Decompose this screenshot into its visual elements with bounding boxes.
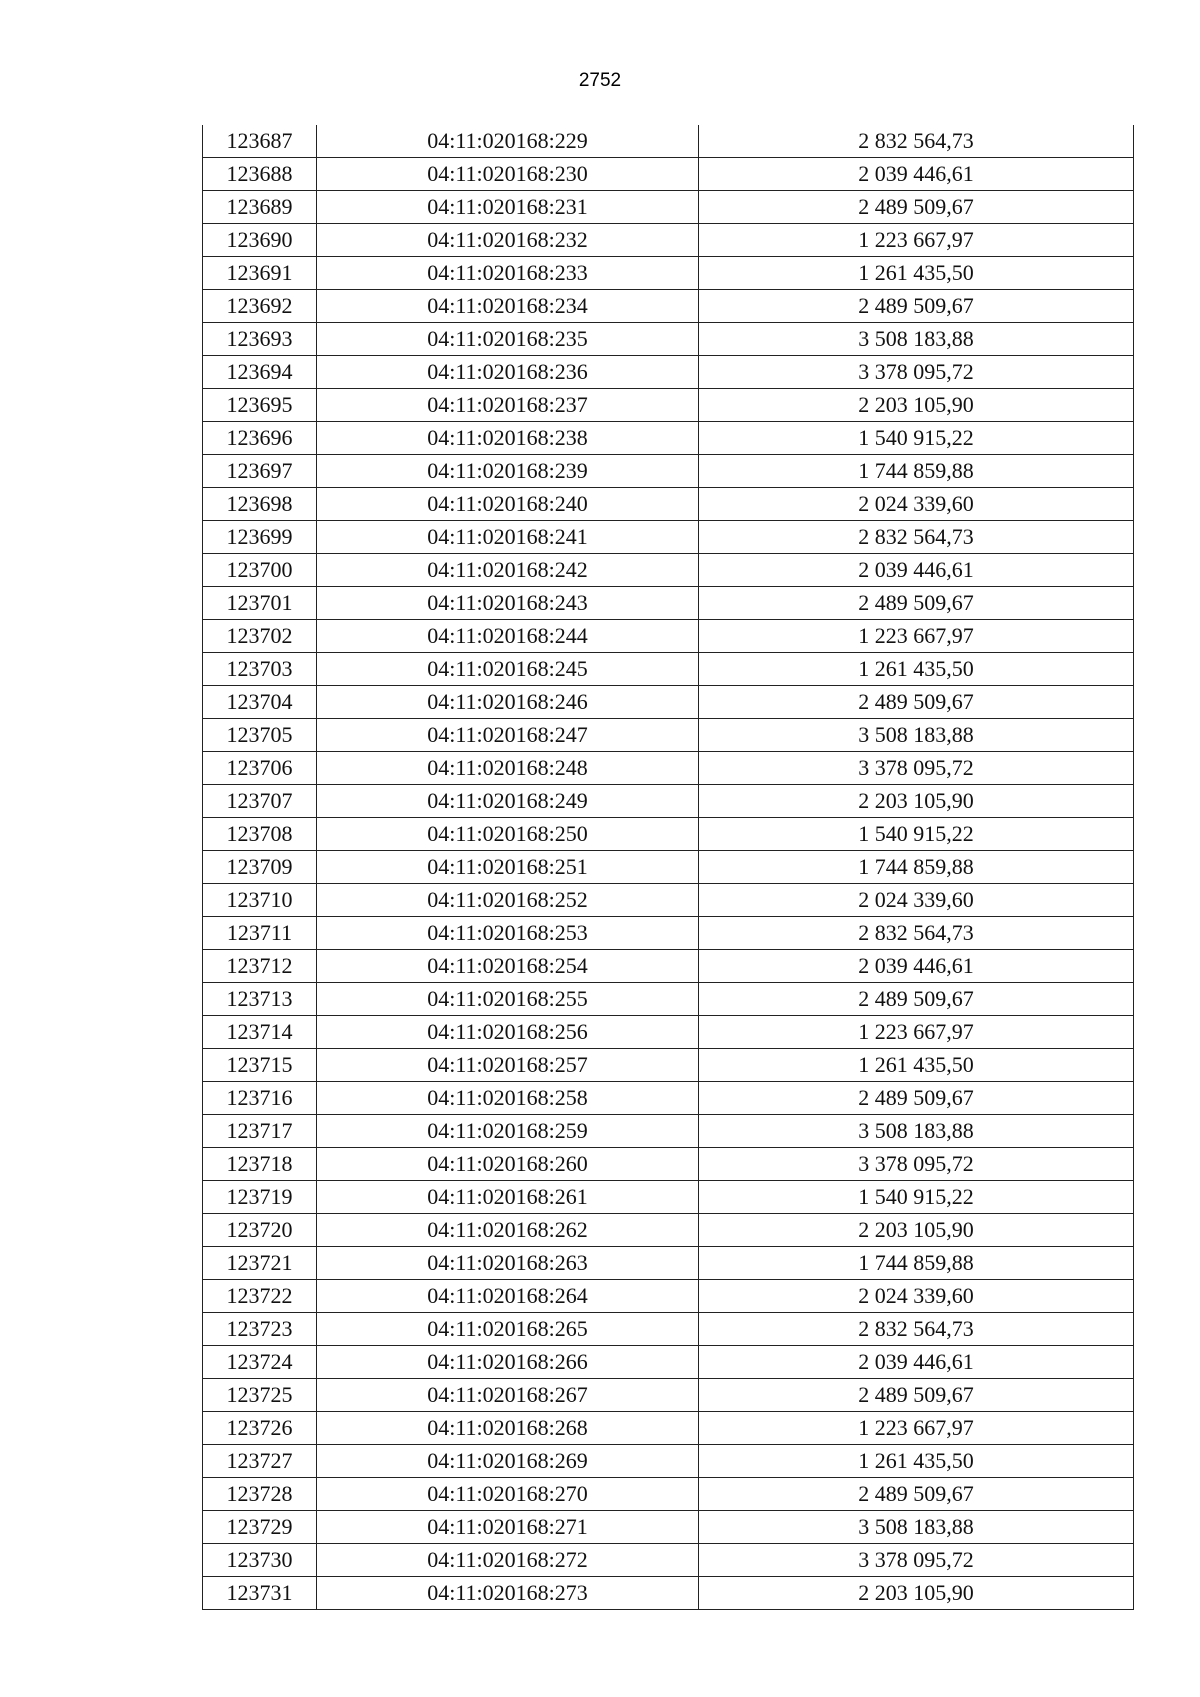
table-row: [203, 224, 1134, 257]
row-number-cell: 123691: [203, 257, 317, 290]
cadastral-number-cell: 04:11:020168:269: [317, 1445, 699, 1478]
cadastral-number-cell: 04:11:020168:258: [317, 1082, 699, 1115]
cadastral-value-cell: 3 508 183,88: [699, 1511, 1134, 1544]
table-row: [203, 1247, 1134, 1280]
cadastral-value-cell: 1 223 667,97: [699, 224, 1134, 257]
row-number-cell: 123716: [203, 1082, 317, 1115]
table-row: [203, 1049, 1134, 1082]
table-row: [203, 1577, 1134, 1610]
row-number-cell: 123725: [203, 1379, 317, 1412]
cadastral-value-cell: 2 832 564,73: [699, 917, 1134, 950]
table-row: [203, 1115, 1134, 1148]
row-number-cell: 123702: [203, 620, 317, 653]
table-body: [203, 125, 1134, 1610]
cadastral-value-cell: 1 744 859,88: [699, 455, 1134, 488]
row-number-cell: 123710: [203, 884, 317, 917]
cadastral-value-cell: 2 489 509,67: [699, 1082, 1134, 1115]
cadastral-number-cell: 04:11:020168:260: [317, 1148, 699, 1181]
page-number: 2752: [578, 70, 622, 91]
table-row: [203, 125, 1134, 158]
cadastral-value-cell: 1 540 915,22: [699, 422, 1134, 455]
row-number-cell: 123717: [203, 1115, 317, 1148]
cadastral-value-cell: 2 489 509,67: [699, 983, 1134, 1016]
cadastral-value-cell: 2 489 509,67: [699, 1379, 1134, 1412]
cadastral-value-cell: 2 489 509,67: [699, 587, 1134, 620]
cadastral-value-cell: 2 203 105,90: [699, 389, 1134, 422]
cadastral-number-cell: 04:11:020168:261: [317, 1181, 699, 1214]
cadastral-number-cell: 04:11:020168:266: [317, 1346, 699, 1379]
cadastral-number-cell: 04:11:020168:254: [317, 950, 699, 983]
cadastral-number-cell: 04:11:020168:259: [317, 1115, 699, 1148]
table-row: [203, 1313, 1134, 1346]
cadastral-value-cell: 2 203 105,90: [699, 1214, 1134, 1247]
cadastral-number-cell: 04:11:020168:232: [317, 224, 699, 257]
table-row: [203, 950, 1134, 983]
row-number-cell: 123695: [203, 389, 317, 422]
cadastral-value-cell: 2 832 564,73: [699, 1313, 1134, 1346]
row-number-cell: 123727: [203, 1445, 317, 1478]
row-number-cell: 123701: [203, 587, 317, 620]
row-number-cell: 123708: [203, 818, 317, 851]
table-row: [203, 1214, 1134, 1247]
row-number-cell: 123721: [203, 1247, 317, 1280]
cadastral-number-cell: 04:11:020168:251: [317, 851, 699, 884]
table-row: [203, 488, 1134, 521]
cadastral-value-table: [202, 125, 1134, 1610]
cadastral-number-cell: 04:11:020168:242: [317, 554, 699, 587]
row-number-cell: 123722: [203, 1280, 317, 1313]
cadastral-number-cell: 04:11:020168:236: [317, 356, 699, 389]
row-number-cell: 123688: [203, 158, 317, 191]
table-row: [203, 1445, 1134, 1478]
cadastral-value-cell: 3 378 095,72: [699, 356, 1134, 389]
row-number-cell: 123700: [203, 554, 317, 587]
table-row: [203, 587, 1134, 620]
cadastral-number-cell: 04:11:020168:244: [317, 620, 699, 653]
table-row: [203, 917, 1134, 950]
cadastral-number-cell: 04:11:020168:271: [317, 1511, 699, 1544]
row-number-cell: 123724: [203, 1346, 317, 1379]
cadastral-value-cell: 2 832 564,73: [699, 521, 1134, 554]
table-row: [203, 389, 1134, 422]
row-number-cell: 123692: [203, 290, 317, 323]
row-number-cell: 123699: [203, 521, 317, 554]
row-number-cell: 123715: [203, 1049, 317, 1082]
cadastral-value-cell: 2 489 509,67: [699, 290, 1134, 323]
table-row: [203, 1280, 1134, 1313]
cadastral-value-cell: 3 508 183,88: [699, 323, 1134, 356]
cadastral-number-cell: 04:11:020168:237: [317, 389, 699, 422]
table-row: [203, 752, 1134, 785]
table-row: [203, 1181, 1134, 1214]
row-number-cell: 123726: [203, 1412, 317, 1445]
cadastral-value-cell: 2 024 339,60: [699, 488, 1134, 521]
row-number-cell: 123707: [203, 785, 317, 818]
cadastral-number-cell: 04:11:020168:253: [317, 917, 699, 950]
cadastral-number-cell: 04:11:020168:252: [317, 884, 699, 917]
table-row: [203, 158, 1134, 191]
row-number-cell: 123704: [203, 686, 317, 719]
row-number-cell: 123687: [203, 125, 317, 158]
cadastral-number-cell: 04:11:020168:256: [317, 1016, 699, 1049]
row-number-cell: 123729: [203, 1511, 317, 1544]
cadastral-number-cell: 04:11:020168:272: [317, 1544, 699, 1577]
cadastral-number-cell: 04:11:020168:234: [317, 290, 699, 323]
cadastral-number-cell: 04:11:020168:245: [317, 653, 699, 686]
cadastral-value-cell: 3 378 095,72: [699, 1148, 1134, 1181]
row-number-cell: 123694: [203, 356, 317, 389]
cadastral-number-cell: 04:11:020168:264: [317, 1280, 699, 1313]
cadastral-number-cell: 04:11:020168:270: [317, 1478, 699, 1511]
cadastral-value-cell: 1 540 915,22: [699, 1181, 1134, 1214]
row-number-cell: 123690: [203, 224, 317, 257]
table-row: [203, 1016, 1134, 1049]
cadastral-number-cell: 04:11:020168:263: [317, 1247, 699, 1280]
table-row: [203, 1478, 1134, 1511]
table-row: [203, 884, 1134, 917]
cadastral-number-cell: 04:11:020168:255: [317, 983, 699, 1016]
row-number-cell: 123711: [203, 917, 317, 950]
row-number-cell: 123698: [203, 488, 317, 521]
table-row: [203, 356, 1134, 389]
row-number-cell: 123705: [203, 719, 317, 752]
table-row: [203, 1379, 1134, 1412]
row-number-cell: 123693: [203, 323, 317, 356]
cadastral-value-cell: 1 744 859,88: [699, 1247, 1134, 1280]
cadastral-value-cell: 2 024 339,60: [699, 884, 1134, 917]
table-row: [203, 1412, 1134, 1445]
table-row: [203, 851, 1134, 884]
cadastral-value-cell: 1 261 435,50: [699, 257, 1134, 290]
row-number-cell: 123714: [203, 1016, 317, 1049]
table-row: [203, 455, 1134, 488]
cadastral-number-cell: 04:11:020168:243: [317, 587, 699, 620]
cadastral-number-cell: 04:11:020168:230: [317, 158, 699, 191]
row-number-cell: 123720: [203, 1214, 317, 1247]
cadastral-number-cell: 04:11:020168:235: [317, 323, 699, 356]
cadastral-value-cell: 2 039 446,61: [699, 950, 1134, 983]
table-row: [203, 554, 1134, 587]
table-row: [203, 1544, 1134, 1577]
cadastral-number-cell: 04:11:020168:267: [317, 1379, 699, 1412]
cadastral-number-cell: 04:11:020168:240: [317, 488, 699, 521]
cadastral-number-cell: 04:11:020168:262: [317, 1214, 699, 1247]
cadastral-number-cell: 04:11:020168:268: [317, 1412, 699, 1445]
cadastral-value-cell: 3 378 095,72: [699, 1544, 1134, 1577]
table-row: [203, 785, 1134, 818]
cadastral-value-cell: 1 223 667,97: [699, 620, 1134, 653]
table-row: [203, 290, 1134, 323]
table-row: [203, 983, 1134, 1016]
cadastral-value-cell: 2 832 564,73: [699, 125, 1134, 158]
table-row: [203, 257, 1134, 290]
cadastral-number-cell: 04:11:020168:233: [317, 257, 699, 290]
cadastral-number-cell: 04:11:020168:238: [317, 422, 699, 455]
cadastral-number-cell: 04:11:020168:250: [317, 818, 699, 851]
cadastral-value-cell: 2 203 105,90: [699, 1577, 1134, 1610]
cadastral-value-cell: 1 223 667,97: [699, 1412, 1134, 1445]
cadastral-number-cell: 04:11:020168:239: [317, 455, 699, 488]
row-number-cell: 123706: [203, 752, 317, 785]
row-number-cell: 123712: [203, 950, 317, 983]
cadastral-number-cell: 04:11:020168:249: [317, 785, 699, 818]
row-number-cell: 123723: [203, 1313, 317, 1346]
row-number-cell: 123697: [203, 455, 317, 488]
row-number-cell: 123709: [203, 851, 317, 884]
row-number-cell: 123730: [203, 1544, 317, 1577]
cadastral-number-cell: 04:11:020168:229: [317, 125, 699, 158]
cadastral-number-cell: 04:11:020168:247: [317, 719, 699, 752]
cadastral-number-cell: 04:11:020168:257: [317, 1049, 699, 1082]
table-row: [203, 323, 1134, 356]
row-number-cell: 123696: [203, 422, 317, 455]
table-row: [203, 653, 1134, 686]
table-row: [203, 1346, 1134, 1379]
cadastral-value-cell: 1 261 435,50: [699, 1049, 1134, 1082]
cadastral-value-cell: 2 489 509,67: [699, 1478, 1134, 1511]
table-row: [203, 620, 1134, 653]
table-row: [203, 422, 1134, 455]
cadastral-value-cell: 2 489 509,67: [699, 191, 1134, 224]
row-number-cell: 123703: [203, 653, 317, 686]
row-number-cell: 123718: [203, 1148, 317, 1181]
cadastral-value-cell: 3 508 183,88: [699, 1115, 1134, 1148]
cadastral-number-cell: 04:11:020168:248: [317, 752, 699, 785]
cadastral-value-cell: 1 540 915,22: [699, 818, 1134, 851]
table-row: [203, 1148, 1134, 1181]
row-number-cell: 123719: [203, 1181, 317, 1214]
table-row: [203, 1511, 1134, 1544]
cadastral-value-cell: 2 039 446,61: [699, 158, 1134, 191]
cadastral-value-cell: 1 744 859,88: [699, 851, 1134, 884]
row-number-cell: 123689: [203, 191, 317, 224]
cadastral-number-cell: 04:11:020168:231: [317, 191, 699, 224]
cadastral-number-cell: 04:11:020168:246: [317, 686, 699, 719]
cadastral-value-cell: 2 039 446,61: [699, 1346, 1134, 1379]
cadastral-value-cell: 1 261 435,50: [699, 1445, 1134, 1478]
table-row: [203, 191, 1134, 224]
table-row: [203, 818, 1134, 851]
cadastral-value-cell: 3 508 183,88: [699, 719, 1134, 752]
table-row: [203, 686, 1134, 719]
cadastral-value-cell: 2 203 105,90: [699, 785, 1134, 818]
cadastral-value-cell: 3 378 095,72: [699, 752, 1134, 785]
cadastral-value-cell: 2 039 446,61: [699, 554, 1134, 587]
cadastral-number-cell: 04:11:020168:241: [317, 521, 699, 554]
cadastral-value-cell: 1 261 435,50: [699, 653, 1134, 686]
table-row: [203, 521, 1134, 554]
table-row: [203, 719, 1134, 752]
cadastral-value-cell: 2 024 339,60: [699, 1280, 1134, 1313]
row-number-cell: 123731: [203, 1577, 317, 1610]
row-number-cell: 123713: [203, 983, 317, 1016]
cadastral-value-cell: 1 223 667,97: [699, 1016, 1134, 1049]
row-number-cell: 123728: [203, 1478, 317, 1511]
table-row: [203, 1082, 1134, 1115]
cadastral-value-cell: 2 489 509,67: [699, 686, 1134, 719]
cadastral-number-cell: 04:11:020168:265: [317, 1313, 699, 1346]
cadastral-number-cell: 04:11:020168:273: [317, 1577, 699, 1610]
